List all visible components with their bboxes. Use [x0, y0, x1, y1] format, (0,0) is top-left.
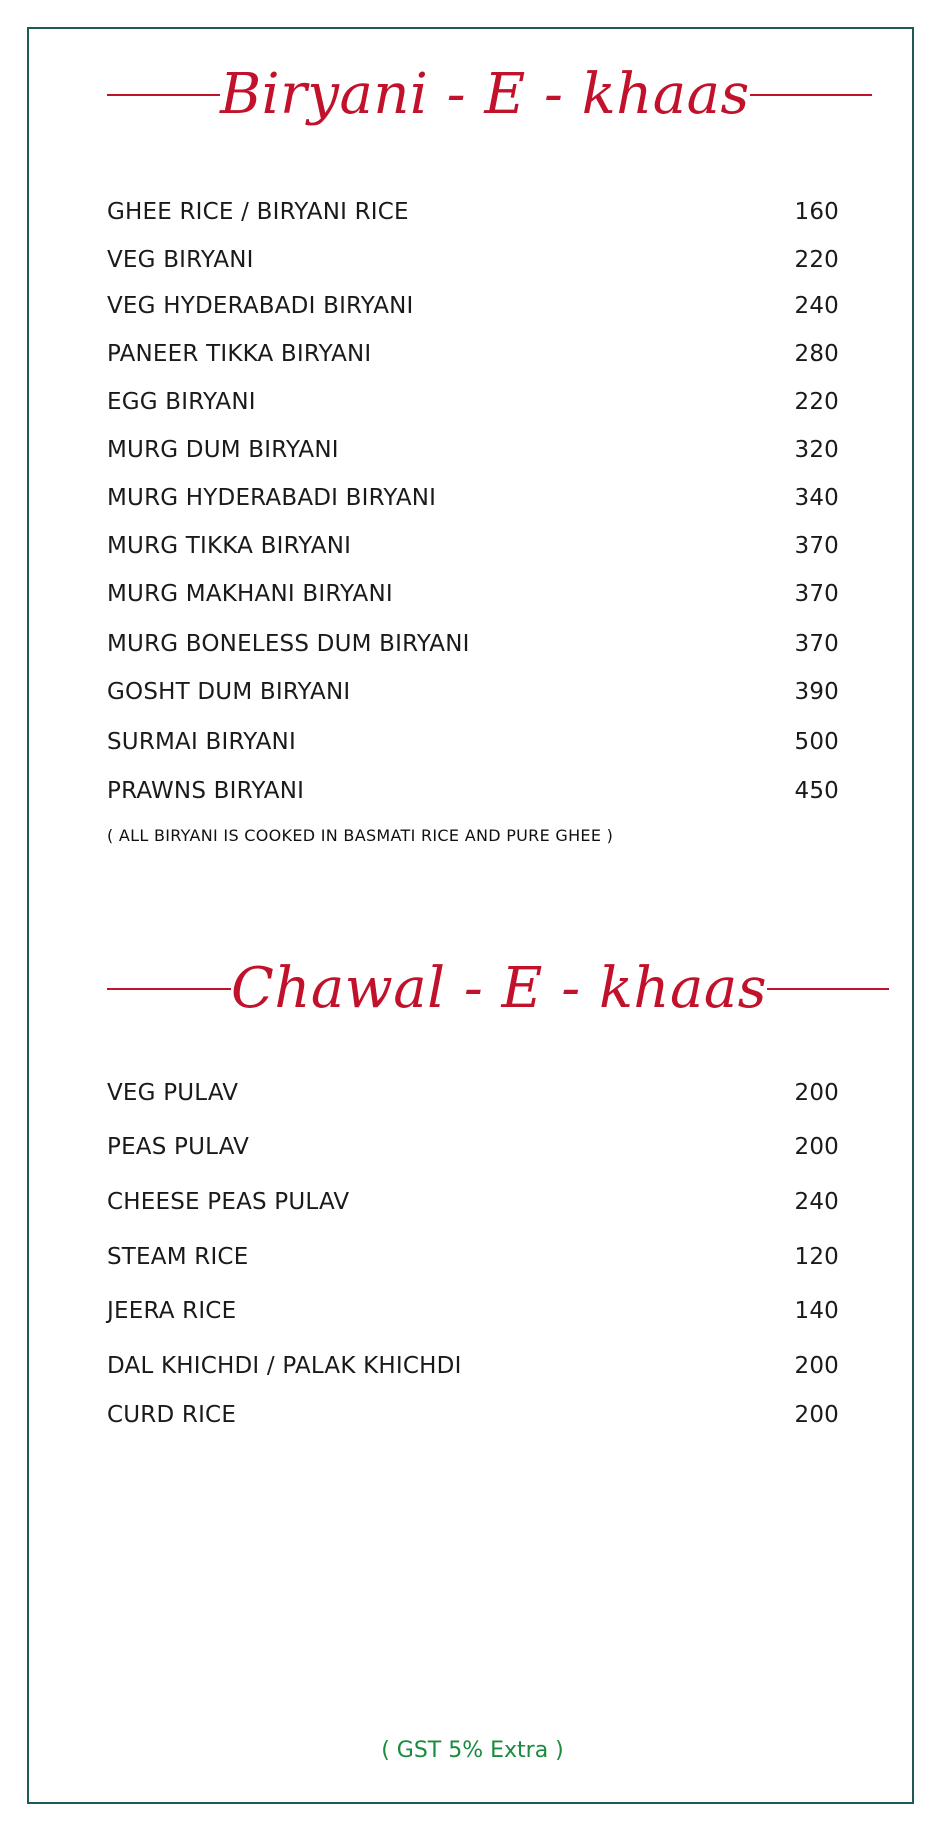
- item-name: EGG BIRYANI: [107, 389, 256, 415]
- item-name: MURG MAKHANI BIRYANI: [107, 581, 393, 607]
- menu-item: [107, 1399, 839, 1431]
- item-name: GOSHT DUM BIRYANI: [107, 679, 351, 705]
- item-name: VEG BIRYANI: [107, 247, 254, 273]
- item-price: 160: [794, 199, 839, 225]
- menu-item: [107, 434, 839, 466]
- menu-item: [107, 1186, 839, 1218]
- menu-item: [107, 676, 839, 708]
- menu-item: [107, 244, 839, 276]
- item-name: MURG DUM BIRYANI: [107, 437, 339, 463]
- menu-item: [107, 775, 839, 807]
- heading-rule-right: [750, 94, 872, 96]
- item-price: 280: [794, 341, 839, 367]
- chawal-section-heading: [107, 949, 839, 1029]
- item-price: 200: [794, 1134, 839, 1160]
- biryani-section-heading: [107, 55, 839, 135]
- item-price: 220: [794, 247, 839, 273]
- menu-item: [107, 1295, 839, 1327]
- item-name: MURG BONELESS DUM BIRYANI: [107, 631, 470, 657]
- item-price: 120: [794, 1244, 839, 1270]
- item-price: 200: [794, 1080, 839, 1106]
- biryani-note: ( ALL BIRYANI IS COOKED IN BASMATI RICE AND PURE GHEE ): [107, 826, 614, 845]
- item-name: MURG HYDERABADI BIRYANI: [107, 485, 437, 511]
- item-name: MURG TIKKA BIRYANI: [107, 533, 352, 559]
- item-price: 370: [794, 533, 839, 559]
- menu-item: [107, 196, 839, 228]
- item-name: CURD RICE: [107, 1402, 237, 1428]
- biryani-section-title: Biryani - E - khaas: [220, 62, 750, 127]
- item-name: CHEESE PEAS PULAV: [107, 1189, 350, 1215]
- item-name: DAL KHICHDI / PALAK KHICHDI: [107, 1353, 462, 1379]
- chawal-section-title: Chawal - E - khaas: [231, 956, 767, 1021]
- heading-rule-left: [107, 94, 220, 96]
- item-price: 370: [794, 581, 839, 607]
- item-price: 140: [794, 1298, 839, 1324]
- item-name: PEAS PULAV: [107, 1134, 250, 1160]
- item-name: PRAWNS BIRYANI: [107, 778, 305, 804]
- item-price: 390: [794, 679, 839, 705]
- item-name: STEAM RICE: [107, 1244, 249, 1270]
- item-price: 200: [794, 1402, 839, 1428]
- item-price: 450: [794, 778, 839, 804]
- item-price: 200: [794, 1353, 839, 1379]
- item-price: 370: [794, 631, 839, 657]
- heading-rule-left: [107, 988, 231, 990]
- menu-item: [107, 628, 839, 660]
- menu-item: [107, 1350, 839, 1382]
- menu-item: [107, 578, 839, 610]
- item-name: JEERA RICE: [107, 1298, 237, 1324]
- menu-item: [107, 386, 839, 418]
- item-price: 500: [794, 729, 839, 755]
- menu-item: [107, 1131, 839, 1163]
- item-price: 320: [794, 437, 839, 463]
- item-name: VEG HYDERABADI BIRYANI: [107, 293, 414, 319]
- menu-item: [107, 726, 839, 758]
- menu-item: [107, 482, 839, 514]
- menu-item: [107, 1241, 839, 1273]
- menu-item: [107, 338, 839, 370]
- item-name: PANEER TIKKA BIRYANI: [107, 341, 372, 367]
- menu-item: [107, 1077, 839, 1109]
- item-name: SURMAI BIRYANI: [107, 729, 296, 755]
- gst-note: ( GST 5% Extra ): [381, 1738, 564, 1763]
- item-price: 240: [794, 293, 839, 319]
- menu-item: [107, 290, 839, 322]
- item-name: VEG PULAV: [107, 1080, 239, 1106]
- menu-item: [107, 530, 839, 562]
- heading-rule-right: [767, 988, 889, 990]
- item-name: GHEE RICE / BIRYANI RICE: [107, 199, 409, 225]
- item-price: 240: [794, 1189, 839, 1215]
- item-price: 340: [794, 485, 839, 511]
- item-price: 220: [794, 389, 839, 415]
